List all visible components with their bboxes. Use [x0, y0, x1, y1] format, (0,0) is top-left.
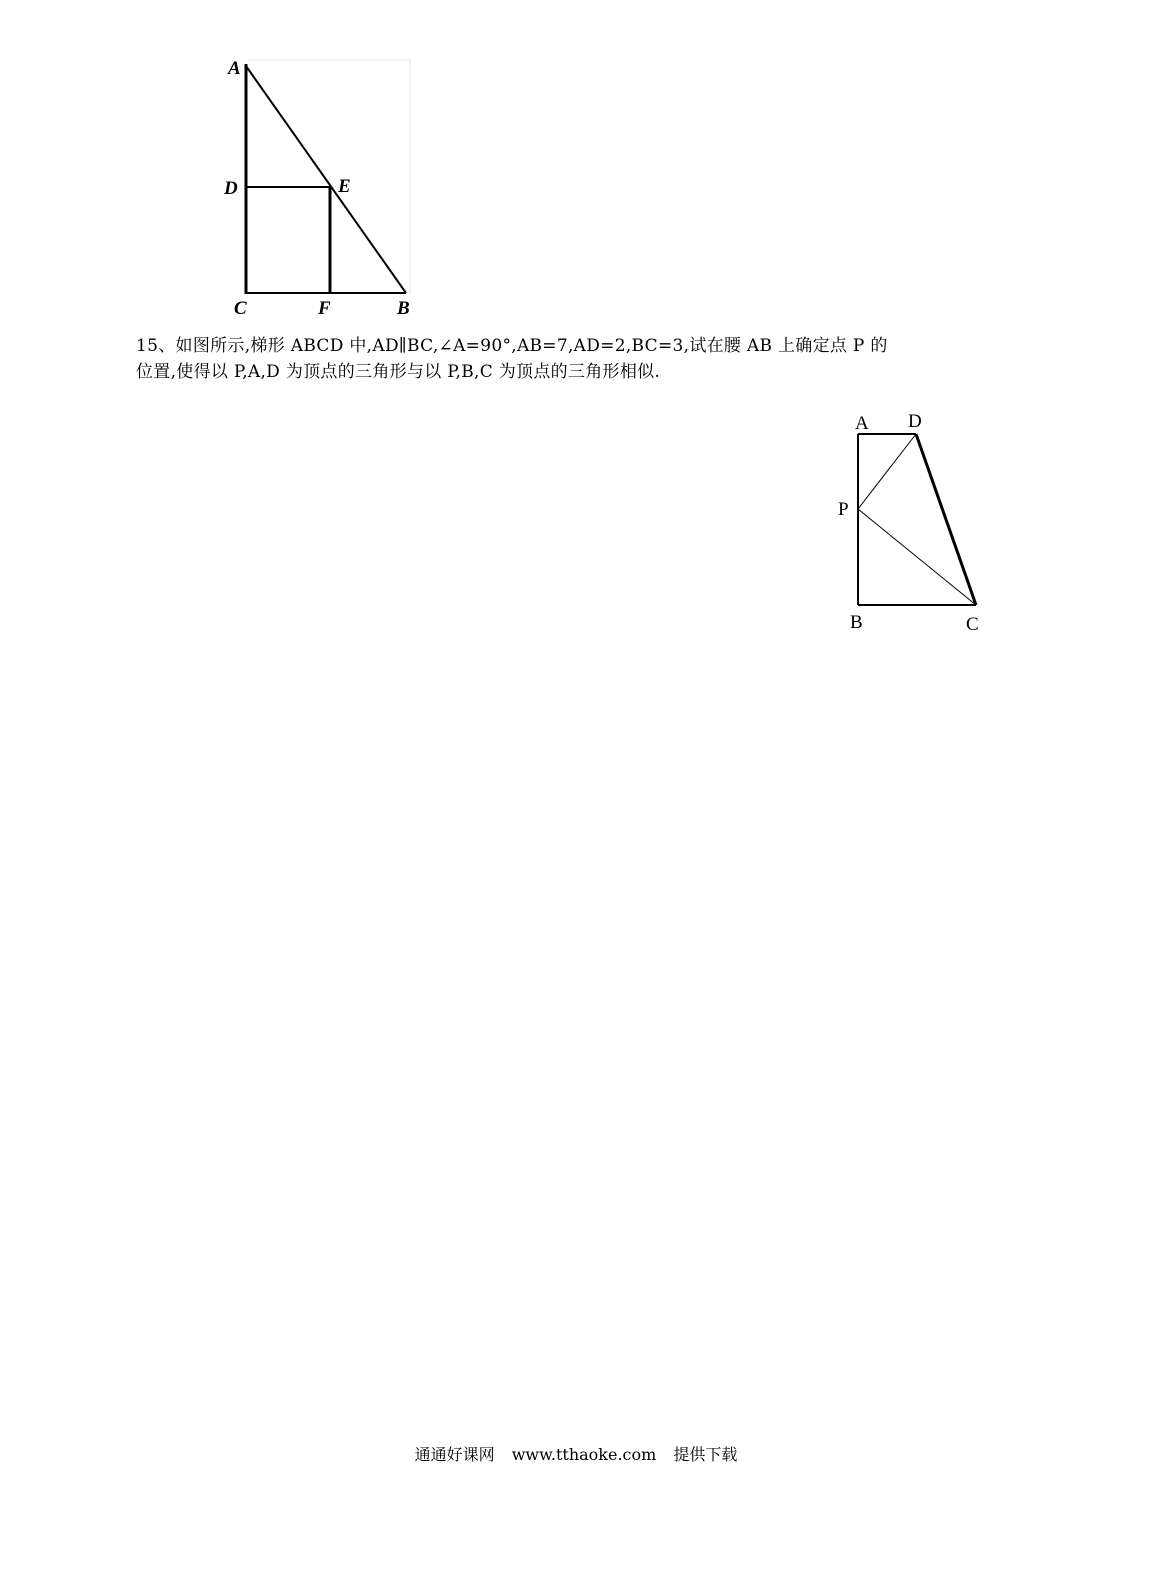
problem-15 — [136, 333, 1016, 385]
side-dc — [916, 434, 976, 605]
label-a: A — [855, 413, 869, 434]
label-f: F — [318, 298, 331, 319]
label-d: D — [908, 411, 922, 432]
footer-url: www.tthaoke.com — [511, 1445, 657, 1464]
problem-15-line-2: 位置,使得以 P,A,D 为顶点的三角形与以 P,B,C 为顶点的三角形相似. — [136, 362, 661, 382]
page-footer — [0, 1442, 1152, 1465]
label-b: B — [397, 298, 410, 319]
side-ab — [246, 66, 406, 293]
label-c: C — [234, 298, 247, 319]
label-e: E — [338, 176, 351, 197]
problem-15-line-1: 15、如图所示,梯形 ABCD 中,AD∥BC,∠A=90°,AB=7,AD=2,BC=3,试在腰 AB 上确定点 P 的 — [136, 336, 888, 356]
label-d: D — [224, 178, 238, 199]
label-c: C — [966, 614, 979, 635]
label-a: A — [228, 58, 241, 79]
footer-tagline: 提供下载 — [673, 1445, 738, 1464]
label-p: P — [838, 499, 849, 520]
trapezoid-figure — [830, 405, 1000, 640]
label-b: B — [850, 612, 863, 633]
footer-site-name: 通通好课网 — [414, 1445, 495, 1464]
segment-pd — [858, 434, 916, 509]
triangle-figure — [220, 52, 420, 322]
